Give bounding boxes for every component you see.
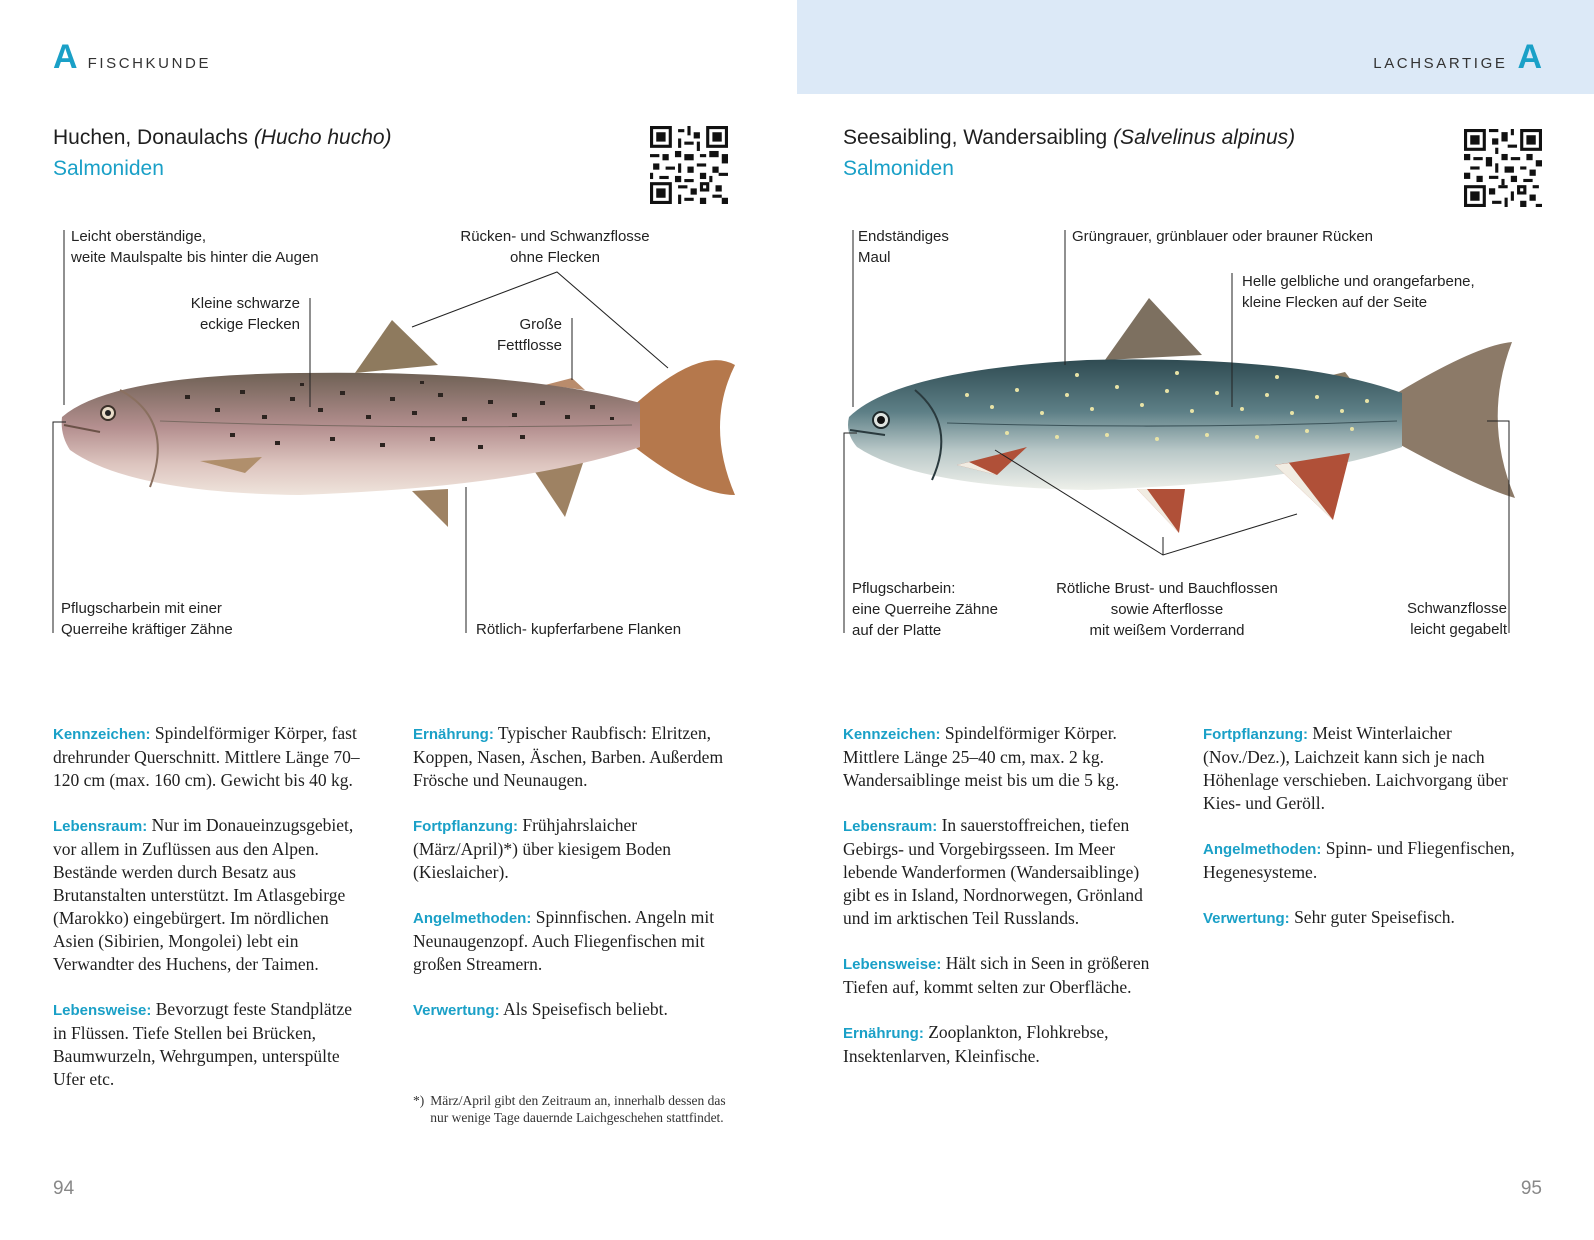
text-column-2	[413, 722, 729, 1126]
annotation-adipose: Große Fettflosse	[496, 316, 562, 354]
fish-diagram	[0, 225, 797, 650]
fish-common-name: Seesaibling, Wandersaibling	[843, 126, 1108, 149]
fish-title	[843, 126, 1295, 150]
paragraph-verwertung: Verwertung: Sehr guter Speisefisch.	[1203, 907, 1455, 927]
text-columns	[843, 722, 1519, 1090]
paragraph-kennzeichen: Kennzeichen: Spindelförmiger Körper, fast drehrunder Querschnitt. Mittlere Länge 70–120 cm (max. 160 cm). Gewicht bis 40 kg.	[53, 723, 360, 790]
fish-latin-name: (Hucho hucho)	[253, 126, 392, 149]
fish-diagram	[797, 225, 1594, 650]
paragraph-ernaehrung: Ernährung: Typischer Raubfisch: Elritzen, Koppen, Nasen, Äschen, Barben. Außerdem Frösche und Neunaugen.	[413, 723, 724, 790]
paragraph-kennzeichen: Kennzeichen: Spindelförmiger Körper. Mittlere Länge 25–40 cm, max. 2 kg. Wandersaiblinge meist bis um die 5 kg.	[843, 723, 1120, 790]
fish-latin-name: (Salvelinus alpinus)	[1113, 126, 1296, 149]
section-letter: A	[1517, 38, 1542, 76]
page-number: 94	[53, 1178, 75, 1199]
qr-code[interactable]	[1464, 129, 1542, 207]
right-page	[797, 0, 1594, 1240]
annotation-tail: Schwanzflosse leicht gegabelt	[1406, 600, 1507, 638]
annotation-fins: Rücken- und Schwanzflosse ohne Flecken	[460, 228, 650, 266]
qr-code[interactable]	[650, 126, 728, 204]
annotation-vomer: Pflugscharbein: eine Querreihe Zähne auf der Platte	[852, 580, 998, 639]
footnote-marker: *)	[413, 1093, 425, 1108]
paragraph-angelmethoden: Angelmethoden: Spinnfischen. Angeln mit Neunaugenzopf. Auch Fliegenfischen mit großen Streamern.	[413, 907, 715, 974]
paragraph-angelmethoden: Angelmethoden: Spinn- und Fliegenfischen, Hegenesysteme.	[1203, 838, 1515, 882]
annotation-flanks: Rötlich- kupferfarbene Flanken	[476, 621, 682, 638]
paragraph-fortpflanzung: Fortpflanzung: Meist Winterlaicher (Nov./Dez.), Laichzeit kann sich je nach Höhenlage verschieben. Laichvorgang über Kies- und Geröll.	[1203, 723, 1508, 813]
fish-title	[53, 126, 392, 150]
section-name: LACHSARTIGE	[1373, 55, 1508, 72]
huchen-illustration	[0, 225, 797, 650]
fish-common-name: Huchen, Donaulachs	[53, 126, 248, 149]
paragraph-lebensweise: Lebensweise: Bevorzugt feste Standplätze in Flüssen. Tiefe Stellen bei Brücken, Baumwurzeln, Wehrgumpen, unterspülte Ufer etc.	[53, 999, 353, 1089]
text-columns	[53, 722, 729, 1126]
paragraph-lebensraum: Lebensraum: Nur im Donaueinzugsgebiet, vor allem in Zuflüssen aus den Alpen. Bestände werden durch Besatz aus Brutanstalten unterstützt. Im Atlasgebirge (Marokko) eingebürgert. Im nördlichen Asien (Sibirien, Mongolei) lebt ein Verwandter des Huchens, der Taimen.	[53, 815, 354, 974]
text-column-2	[1203, 722, 1519, 1090]
footnote	[413, 1092, 729, 1126]
fish-family: Salmoniden	[843, 157, 954, 180]
section-header	[53, 40, 211, 74]
annotation-fins: Rötliche Brust- und Bauchflossen sowie Afterflosse mit weißem Vorderrand	[1056, 580, 1278, 639]
text-column-1	[53, 722, 369, 1126]
seesaibling-fish	[848, 298, 1515, 533]
annotation-vomer: Pflugscharbein mit einer Querreihe kräftiger Zähne	[61, 600, 233, 638]
annotation-mouth: Endständiges Maul	[858, 228, 949, 266]
annotation-back: Grüngrauer, grünblauer oder brauner Rücken	[1072, 228, 1374, 245]
annotation-spots: Helle gelbliche und orangefarbene, kleine Flecken auf der Seite	[1242, 273, 1475, 311]
section-name: FISCHKUNDE	[87, 55, 212, 72]
section-letter: A	[53, 38, 78, 76]
paragraph-lebensraum: Lebensraum: In sauerstoffreichen, tiefen Gebirgs- und Vorgebirgsseen. Im Meer lebende Wanderformen (Wandersaiblinge) gibt es in Island, Nordnorwegen, Grönland und im arktischen Teil Russlands.	[843, 815, 1143, 928]
section-header	[1373, 40, 1542, 74]
paragraph-verwertung: Verwertung: Als Speisefisch beliebt.	[413, 999, 668, 1019]
fish-family: Salmoniden	[53, 157, 164, 180]
page-number: 95	[1520, 1178, 1542, 1199]
footnote-text: März/April gibt den Zeitraum an, innerhalb dessen das nur wenige Tage dauernde Laichgeschehen stattfindet.	[430, 1093, 726, 1125]
annotation-mouth: Leicht oberständige, weite Maulspalte bis hinter die Augen	[71, 228, 319, 266]
text-column-1	[843, 722, 1159, 1090]
huchen-fish	[62, 320, 735, 527]
paragraph-ernaehrung: Ernährung: Zooplankton, Flohkrebse, Insektenlarven, Kleinfische.	[843, 1022, 1109, 1066]
paragraph-fortpflanzung: Fortpflanzung: Frühjahrslaicher (März/April)*) über kiesigem Boden (Kieslaicher).	[413, 815, 672, 882]
paragraph-lebensweise: Lebensweise: Hält sich in Seen in größeren Tiefen auf, kommt selten zur Oberfläche.	[843, 953, 1150, 997]
annotation-spots: Kleine schwarze eckige Flecken	[190, 295, 300, 333]
